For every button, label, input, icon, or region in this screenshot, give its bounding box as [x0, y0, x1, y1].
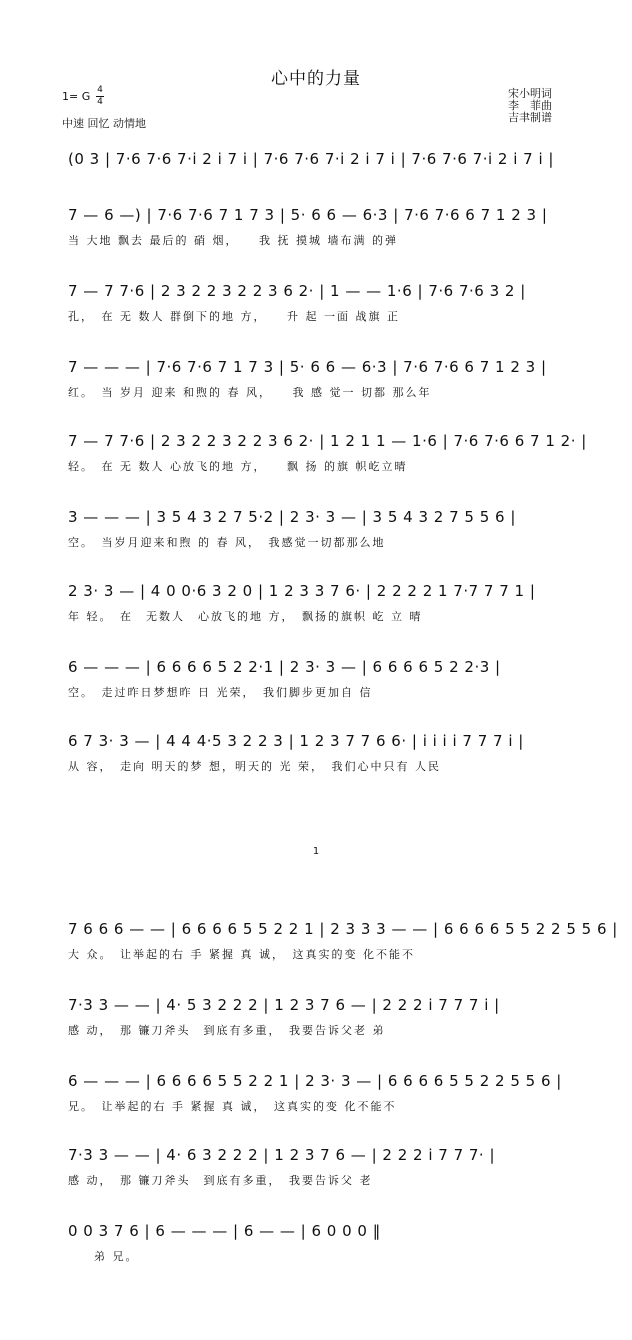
lyrics-line: 弟 兄。 — [68, 1250, 139, 1263]
lyricist: 宋小明词 — [508, 87, 552, 100]
notation-line: 2 3· 3 — | 4 0 0·6 3 2 0 | 1 2 3 3 7 6· | 2 2 2 2 1 7·7 7 7 1 | — [68, 582, 536, 600]
notation-line: 7 — 7 7·6 | 2 3 2 2 3 2 2 3 6 2· | 1 — — 1·6 | 7·6 7·6 3 2 | — [68, 282, 526, 300]
lyrics-line: 年 轻。 在 无数人 心放飞的地 方， 飘扬的旗帜 屹 立 晴 — [68, 610, 423, 623]
lyrics-line: 空。 当岁月迎来和煦 的 春 风， 我感觉一切都那么地 — [68, 536, 386, 549]
song-title: 心中的力量 — [271, 69, 361, 89]
lyrics-line: 大 众。 让举起的右 手 紧握 真 诚， 这真实的变 化不能不 — [68, 948, 415, 961]
lyrics-line: 轻。 在 无 数人 心放飞的地 方， 飘 扬 的旗 帜屹立晴 — [68, 460, 408, 473]
notation-line: 7·3 3 — — | 4· 6 3 2 2 2 | 1 2 3 7 6 — | 2 2 2 i 7 7 7· | — [68, 1146, 496, 1164]
notation-line: (0 3 | 7·6 7·6 7·i 2 i 7 i | 7·6 7·6 7·i 2 i 7 i | 7·6 7·6 7·i 2 i 7 i | — [68, 150, 554, 168]
lyrics-line: 感 动， 那 镰刀斧头 到底有多重， 我要告诉父老 弟 — [68, 1024, 386, 1037]
notation-line: 0 0 3 7 6 | 6 — — — | 6 — — | 6 0 0 0 ‖ — [68, 1222, 381, 1240]
credits — [508, 88, 552, 124]
lyrics-line: 孔， 在 无 数人 群倒下的地 方， 升 起 一面 战旗 正 — [68, 310, 400, 323]
time-sig-top: 4 — [97, 85, 103, 95]
lyrics-line: 兄。 让举起的右 手 紧握 真 诚， 这真实的变 化不能不 — [68, 1100, 397, 1113]
notation-line: 6 — — — | 6 6 6 6 5 5 2 2 1 | 2 3· 3 — | 6 6 6 6 5 5 2 2 5 5 6 | — [68, 1072, 562, 1090]
notation-line: 3 — — — | 3 5 4 3 2 7 5·2 | 2 3· 3 — | 3 5 4 3 2 7 5 5 6 | — [68, 508, 516, 526]
transcriber: 吉聿制谱 — [508, 111, 552, 124]
notation-line: 7 — 6 —) | 7·6 7·6 7 1 7 3 | 5· 6 6 — 6·3 | 7·6 7·6 6 7 1 2 3 | — [68, 206, 548, 224]
notation-line: 7 — — — | 7·6 7·6 7 1 7 3 | 5· 6 6 — 6·3 | 7·6 7·6 6 7 1 2 3 | — [68, 358, 547, 376]
key-signature: 1= G — [62, 90, 91, 103]
composer: 李 菲曲 — [508, 99, 552, 112]
notation-line: 7 6 6 6 — — | 6 6 6 6 5 5 2 2 1 | 2 3 3 3 — — | 6 6 6 6 5 5 2 2 5 5 6 | — [68, 920, 618, 938]
lyrics-line: 感 动， 那 镰刀斧头 到底有多重， 我要告诉父 老 — [68, 1174, 373, 1187]
tempo-marking: 中速 回忆 动情地 — [62, 117, 146, 130]
lyrics-line: 当 大地 飘去 最后的 硝 烟， 我 抚 摸城 墙布满 的弹 — [68, 234, 398, 247]
time-sig-bottom: 4 — [97, 97, 103, 107]
lyrics-line: 空。 走过昨日梦想昨 日 光荣， 我们脚步更加自 信 — [68, 686, 373, 699]
time-signature — [96, 86, 104, 107]
notation-line: 6 7 3· 3 — | 4 4 4·5 3 2 2 3 | 1 2 3 7 7 6 6· | i i i i 7 7 7 i | — [68, 732, 524, 750]
notation-line: 6 — — — | 6 6 6 6 5 2 2·1 | 2 3· 3 — | 6 6 6 6 5 2 2·3 | — [68, 658, 501, 676]
lyrics-line: 红。 当 岁月 迎来 和煦的 春 风， 我 感 觉一 切都 那么年 — [68, 386, 432, 399]
notation-line: 7 — 7 7·6 | 2 3 2 2 3 2 2 3 6 2· | 1 2 1 1 — 1·6 | 7·6 7·6 6 7 1 2· | — [68, 432, 587, 450]
page-number: 1 — [312, 846, 320, 857]
lyrics-line: 从 容， 走向 明天的梦 想，明天的 光 荣， 我们心中只有 人民 — [68, 760, 441, 773]
notation-line: 7·3 3 — — | 4· 5 3 2 2 2 | 1 2 3 7 6 — | 2 2 2 i 7 7 7 i | — [68, 996, 500, 1014]
